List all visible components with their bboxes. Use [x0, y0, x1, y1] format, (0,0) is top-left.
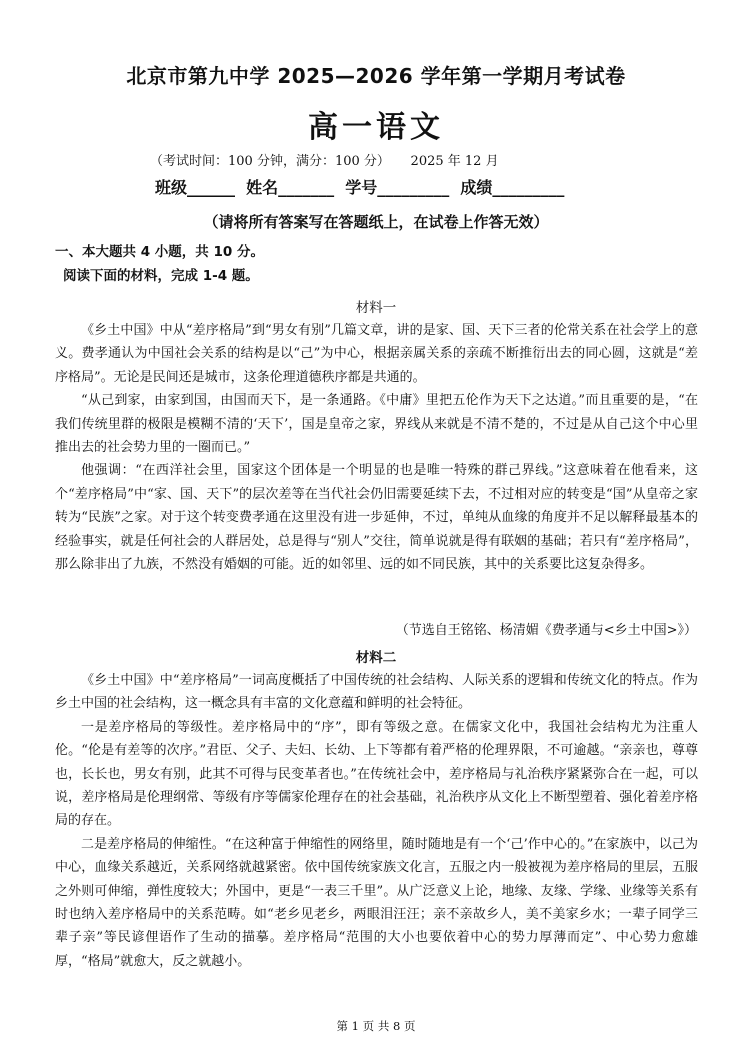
material-two-body — [55, 669, 698, 973]
paragraph: “从己到家，由家到国，由国而天下，是一条通路。《中庸》里把五伦作为天下之达道。”而且重要的是，“在我们传统里群的极限是模糊不清的‘天下’，国是皇帝之家，界线从来就是不清不楚的，不过是从自己这个中心里推出去的社会势力里的一圈而已。” — [55, 393, 698, 456]
material-one-heading: 材料一 — [355, 300, 397, 316]
page-footer: 第 1 页 共 8 页 — [336, 1019, 416, 1033]
section-header: 一、本大题共 4 小题，共 10 分。 — [55, 244, 264, 260]
paragraph: 他强调：“在西洋社会里，国家这个团体是一个明显的也是唯一特殊的群己界线。”这意味着在他看来，这个“差序格局”中“家、国、天下”的层次差等在当代社会仍旧需要延续下去，不过相对应的转变是“国”从皇帝之家转为“民族”之家。对于这个转变费孝通在这里没有进一步延伸，不过，单纯从血缘的角度并不足以解释最基本的经验事实，就是任何社会的人群居处，总是得与“别人”交往，简单说就是得有联姻的基础；若只有“差序格局”，那么除非出了九族，不然没有婚姻的可能。近的如邻里、远的如不同民族，其中的关系要比这复杂得多。 — [55, 463, 698, 573]
reading-instruction: 阅读下面的材料，完成 1-4 题。 — [63, 268, 259, 284]
material-one-body — [55, 319, 698, 576]
material-two-heading: 材料二 — [355, 650, 397, 666]
student-info-fields: 班级______ 姓名_______ 学号_________ 成绩_________ — [155, 178, 565, 197]
paragraph: 《乡土中国》中“差序格局”一词高度概括了中国传统的社会结构、人际关系的逻辑和传统文化的特点。作为乡土中国的社会结构，这一概念具有丰富的文化意蕴和鲜明的社会特征。 — [55, 673, 698, 712]
exam-info: （考试时间：100 分钟，满分：100 分） 2025 年 12 月 — [150, 154, 499, 169]
paragraph: 二是差序格局的伸缩性。“在这种富于伸缩性的网络里，随时随地是有一个‘己’作中心的。”在家族中，以己为中心，血缘关系越近，关系网络就越紧密。依中国传统家族文化言，五服之内一般被视为差序格局的里层，五服之外则可伸缩，弹性度较大；外国中，更是“一表三千里”。从广泛意义上论，地缘、友缘、学缘、业缘等关系有时也纳入差序格局中的关系范畴。如“老乡见老乡，两眼泪汪汪；亲不亲故乡人，美不美家乡水；一辈子同学三辈子亲”等民谚俚语作了生动的描摹。差序格局“范围的大小也要依着中心的势力厚薄而定”、中心势力愈雄厚，“格局”就愈大，反之就越小。 — [55, 836, 698, 969]
material-one-source: （节选自王铭铭、杨清媚《费孝通与<乡土中国>》） — [395, 623, 697, 638]
paragraph: 《乡土中国》中从“差序格局”到“男女有别”几篇文章，讲的是家、国、天下三者的伦常关系在社会学上的意义。费孝通认为中国社会关系的结构是以“己”为中心，根据亲属关系的亲疏不断推衍出去的同心圆，这就是“差序格局”。无论是民间还是城市，这条伦理道德秩序都是共通的。 — [55, 323, 698, 385]
paragraph: 一是差序格局的等级性。差序格局中的“序”，即有等级之意。在儒家文化中，我国社会结构尤为注重人伦。“伦是有差等的次序。”君臣、父子、夫妇、长幼、上下等都有着严格的伦理界限，不可逾越。“亲亲也，尊尊也，长长也，男女有别，此其不可得与民变革者也。”在传统社会中，差序格局与礼治秩序紧紧弥合在一起，可以说，差序格局是伦理纲常、等级有序等儒家伦理存在的社会基础，礼治秩序从文化上不断型塑着、强化着差序格局的存在。 — [55, 719, 698, 829]
subject-title: 高一语文 — [308, 110, 444, 145]
school-title: 北京市第九中学 2025—2026 学年第一学期月考试卷 — [126, 64, 626, 88]
answer-notice: （请将所有答案写在答题纸上，在试卷上作答无效） — [203, 213, 549, 231]
